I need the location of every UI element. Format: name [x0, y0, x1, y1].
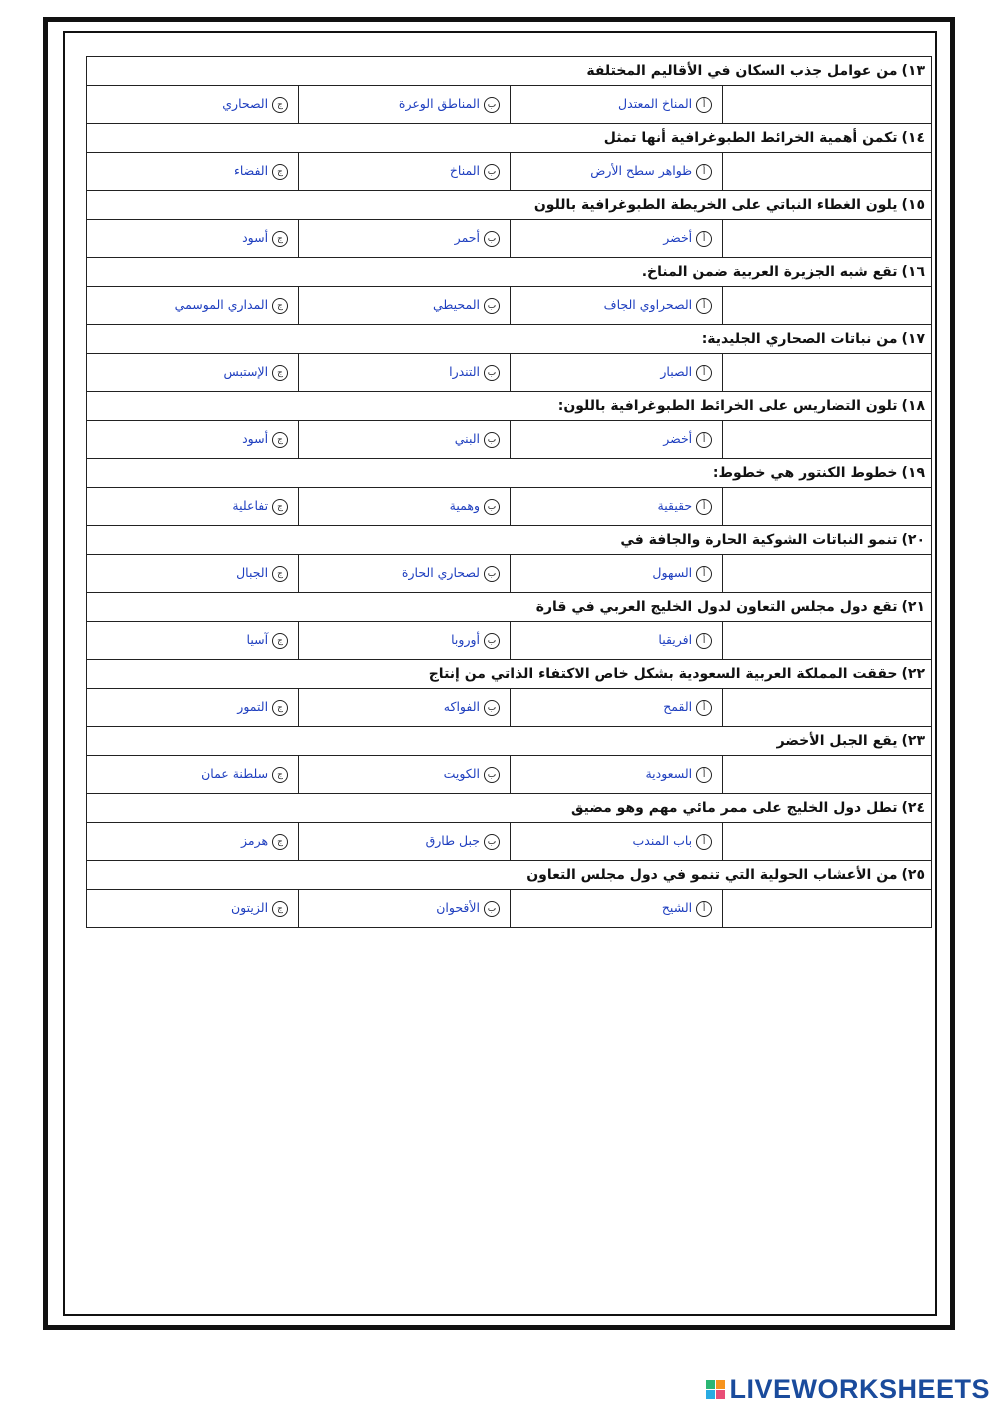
option-a[interactable] — [511, 555, 723, 593]
option-marker-icon: ب — [484, 298, 500, 314]
question-cell — [87, 593, 932, 622]
option-text: أوروبا — [451, 632, 480, 648]
option-text: حقيقية — [657, 498, 693, 514]
option-c[interactable] — [87, 689, 299, 727]
answer-blank[interactable] — [723, 220, 932, 258]
option-text: وهمية — [449, 498, 480, 514]
option-text: أخضر — [663, 431, 693, 447]
option-marker-icon: أ — [696, 499, 712, 515]
option-text: المحيطي — [432, 297, 480, 313]
option-c[interactable] — [87, 421, 299, 459]
option-b[interactable] — [299, 287, 511, 325]
options-row — [87, 220, 932, 258]
answer-blank[interactable] — [723, 354, 932, 392]
option-text: الكويت — [443, 766, 480, 782]
question-number: ٢٣) — [901, 733, 925, 749]
options-row — [87, 689, 932, 727]
question-text: تطل دول الخليج على ممر مائي مهم وهو مضيق — [570, 800, 898, 816]
option-text: الجبال — [236, 565, 269, 581]
option-text: أسود — [242, 431, 269, 447]
answer-blank[interactable] — [723, 622, 932, 660]
question-cell — [87, 258, 932, 287]
option-text: الصحراوي الجاف — [603, 297, 693, 313]
question-cell — [87, 526, 932, 555]
option-b[interactable] — [299, 153, 511, 191]
option-text: السعودية — [645, 766, 693, 782]
option-marker-icon: ب — [484, 164, 500, 180]
option-marker-icon: ج — [272, 365, 288, 381]
option-c[interactable] — [87, 287, 299, 325]
option-text: المناخ — [449, 163, 480, 179]
option-marker-icon: ج — [272, 566, 288, 582]
option-b[interactable] — [299, 756, 511, 794]
option-marker-icon: أ — [696, 432, 712, 448]
question-cell — [87, 191, 932, 220]
option-marker-icon: ج — [272, 499, 288, 515]
option-text: الفواكه — [443, 699, 480, 715]
option-marker-icon: أ — [696, 901, 712, 917]
option-marker-icon: ب — [484, 97, 500, 113]
option-marker-icon: أ — [696, 633, 712, 649]
question-number: ١٤) — [901, 130, 925, 146]
answer-blank[interactable] — [723, 421, 932, 459]
question-text: يقع الجبل الأخضر — [776, 733, 898, 749]
option-marker-icon: ب — [484, 700, 500, 716]
question-row — [87, 459, 932, 488]
option-marker-icon: ج — [272, 231, 288, 247]
logo-tile — [716, 1380, 725, 1389]
option-a[interactable] — [511, 86, 723, 124]
options-row — [87, 421, 932, 459]
option-a[interactable] — [511, 890, 723, 928]
option-b[interactable] — [299, 220, 511, 258]
option-a[interactable] — [511, 622, 723, 660]
question-cell — [87, 727, 932, 756]
option-marker-icon: ب — [484, 901, 500, 917]
option-text: أسود — [242, 230, 269, 246]
question-text: من الأعشاب الحولية التي تنمو في دول مجلس التعاون — [526, 867, 898, 883]
option-c[interactable] — [87, 890, 299, 928]
option-marker-icon: ج — [272, 164, 288, 180]
option-text: التندرا — [449, 364, 480, 380]
options-row — [87, 890, 932, 928]
option-b[interactable] — [299, 555, 511, 593]
option-marker-icon: أ — [696, 97, 712, 113]
question-text: تقع دول مجلس التعاون لدول الخليج العربي في قارة — [535, 599, 898, 615]
option-b[interactable] — [299, 823, 511, 861]
option-marker-icon: أ — [696, 298, 712, 314]
option-c[interactable] — [87, 823, 299, 861]
question-number: ٢٥) — [901, 867, 925, 883]
question-row — [87, 593, 932, 622]
question-text: تلون التضاريس على الخرائط الطبوغرافية باللون: — [557, 398, 898, 414]
option-c[interactable] — [87, 220, 299, 258]
option-a[interactable] — [511, 689, 723, 727]
question-row — [87, 258, 932, 287]
question-text: من نباتات الصحاري الجليدية: — [701, 331, 898, 347]
answer-blank[interactable] — [723, 823, 932, 861]
option-text: السهول — [652, 565, 693, 581]
option-text: أخضر — [663, 230, 693, 246]
option-marker-icon: ب — [484, 432, 500, 448]
question-cell — [87, 57, 932, 86]
option-c[interactable] — [87, 555, 299, 593]
question-number: ١٨) — [901, 398, 925, 414]
question-number: ٢٠) — [901, 532, 925, 548]
answer-blank[interactable] — [723, 153, 932, 191]
options-row — [87, 622, 932, 660]
option-text: الصحاري — [222, 96, 269, 112]
option-text: آسيا — [246, 632, 269, 648]
option-text: هرمز — [240, 833, 269, 849]
answer-blank[interactable] — [723, 756, 932, 794]
option-b[interactable] — [299, 890, 511, 928]
option-marker-icon: ج — [272, 901, 288, 917]
question-number: ١٧) — [901, 331, 925, 347]
question-row — [87, 794, 932, 823]
option-marker-icon: أ — [696, 566, 712, 582]
option-b[interactable] — [299, 622, 511, 660]
option-a[interactable] — [511, 488, 723, 526]
option-c[interactable] — [87, 86, 299, 124]
option-marker-icon: ج — [272, 767, 288, 783]
question-row — [87, 325, 932, 354]
question-cell — [87, 861, 932, 890]
option-marker-icon: ج — [272, 700, 288, 716]
answer-blank[interactable] — [723, 555, 932, 593]
question-cell — [87, 794, 932, 823]
question-cell — [87, 660, 932, 689]
question-text: تقع شبه الجزيرة العربية ضمن المناخ. — [641, 264, 898, 280]
option-text: الفضاء — [233, 163, 269, 179]
option-marker-icon: ب — [484, 566, 500, 582]
option-a[interactable] — [511, 756, 723, 794]
options-row — [87, 86, 932, 124]
answer-blank[interactable] — [723, 86, 932, 124]
option-c[interactable] — [87, 488, 299, 526]
option-marker-icon: ب — [484, 231, 500, 247]
question-row — [87, 57, 932, 86]
option-text: ظواهر سطح الأرض — [590, 163, 693, 179]
option-text: الصبار — [660, 364, 693, 380]
question-text: خطوط الكنتور هي خطوط: — [712, 465, 898, 481]
option-text: الزيتون — [231, 900, 269, 916]
question-cell — [87, 392, 932, 421]
question-row — [87, 526, 932, 555]
option-a[interactable] — [511, 220, 723, 258]
option-text: البني — [454, 431, 480, 447]
option-b[interactable] — [299, 488, 511, 526]
question-text: تنمو النباتات الشوكية الحارة والجافة في — [620, 532, 898, 548]
logo-tile — [706, 1390, 715, 1399]
option-marker-icon: أ — [696, 767, 712, 783]
option-c[interactable] — [87, 756, 299, 794]
option-a[interactable] — [511, 354, 723, 392]
options-row — [87, 287, 932, 325]
question-number: ١٣) — [901, 63, 925, 79]
option-text: الإستبس — [223, 364, 269, 380]
option-b[interactable] — [299, 86, 511, 124]
options-row — [87, 488, 932, 526]
question-text: حققت المملكة العربية السعودية بشكل خاص الاكتفاء الذاتي من إنتاج — [428, 666, 898, 682]
option-a[interactable] — [511, 823, 723, 861]
option-text: جبل طارق — [425, 833, 480, 849]
quiz-table — [86, 56, 932, 928]
option-a[interactable] — [511, 287, 723, 325]
question-number: ٢٢) — [901, 666, 925, 682]
liveworksheets-brand — [706, 1374, 990, 1405]
question-cell — [87, 325, 932, 354]
answer-blank[interactable] — [723, 287, 932, 325]
option-marker-icon: أ — [696, 231, 712, 247]
option-marker-icon: ج — [272, 298, 288, 314]
option-text: لصحاري الحارة — [401, 565, 480, 581]
option-a[interactable] — [511, 153, 723, 191]
option-marker-icon: ب — [484, 365, 500, 381]
option-marker-icon: ج — [272, 97, 288, 113]
answer-blank[interactable] — [723, 488, 932, 526]
option-text: القمح — [663, 699, 693, 715]
question-number: ١٦) — [901, 264, 925, 280]
option-c[interactable] — [87, 153, 299, 191]
option-text: المناخ المعتدل — [618, 96, 693, 112]
option-a[interactable] — [511, 421, 723, 459]
logo-tile — [706, 1380, 715, 1389]
logo-tile — [716, 1390, 725, 1399]
question-cell — [87, 459, 932, 488]
brand-name: LIVEWORKSHEETS — [729, 1374, 990, 1404]
option-text: المناطق الوعرة — [398, 96, 480, 112]
option-marker-icon: ج — [272, 633, 288, 649]
question-row — [87, 124, 932, 153]
option-text: باب المندب — [632, 833, 693, 849]
question-row — [87, 861, 932, 890]
options-row — [87, 756, 932, 794]
options-row — [87, 555, 932, 593]
options-row — [87, 153, 932, 191]
option-c[interactable] — [87, 622, 299, 660]
option-marker-icon: أ — [696, 700, 712, 716]
option-text: سلطنة عمان — [201, 766, 269, 782]
option-text: التمور — [237, 699, 269, 715]
question-row — [87, 660, 932, 689]
question-cell — [87, 124, 932, 153]
question-text: من عوامل جذب السكان في الأقاليم المختلفة — [586, 63, 898, 79]
option-b[interactable] — [299, 421, 511, 459]
question-text: تكمن أهمية الخرائط الطبوغرافية أنها تمثل — [603, 130, 898, 146]
question-number: ١٥) — [901, 197, 925, 213]
question-text: يلون الغطاء النباتي على الخريطة الطبوغرافية باللون — [533, 197, 898, 213]
option-marker-icon: أ — [696, 834, 712, 850]
question-row — [87, 392, 932, 421]
question-row — [87, 191, 932, 220]
question-number: ٢١) — [901, 599, 925, 615]
option-marker-icon: أ — [696, 164, 712, 180]
question-row — [87, 727, 932, 756]
option-text: المداري الموسمي — [174, 297, 269, 313]
question-number: ١٩) — [901, 465, 925, 481]
options-row — [87, 354, 932, 392]
option-text: الشيح — [661, 900, 693, 916]
option-marker-icon: ب — [484, 633, 500, 649]
option-b[interactable] — [299, 689, 511, 727]
answer-blank[interactable] — [723, 689, 932, 727]
question-number: ٢٤) — [901, 800, 925, 816]
liveworksheets-logo-icon — [706, 1380, 725, 1399]
option-marker-icon: ج — [272, 432, 288, 448]
option-c[interactable] — [87, 354, 299, 392]
answer-blank[interactable] — [723, 890, 932, 928]
option-marker-icon: ج — [272, 834, 288, 850]
option-marker-icon: ب — [484, 767, 500, 783]
option-marker-icon: ب — [484, 834, 500, 850]
option-marker-icon: ب — [484, 499, 500, 515]
options-row — [87, 823, 932, 861]
option-text: أحمر — [454, 230, 480, 246]
option-b[interactable] — [299, 354, 511, 392]
option-text: افريقيا — [658, 632, 693, 648]
option-text: تفاعلية — [232, 498, 269, 514]
option-marker-icon: أ — [696, 365, 712, 381]
option-text: الأقحوان — [436, 900, 480, 916]
